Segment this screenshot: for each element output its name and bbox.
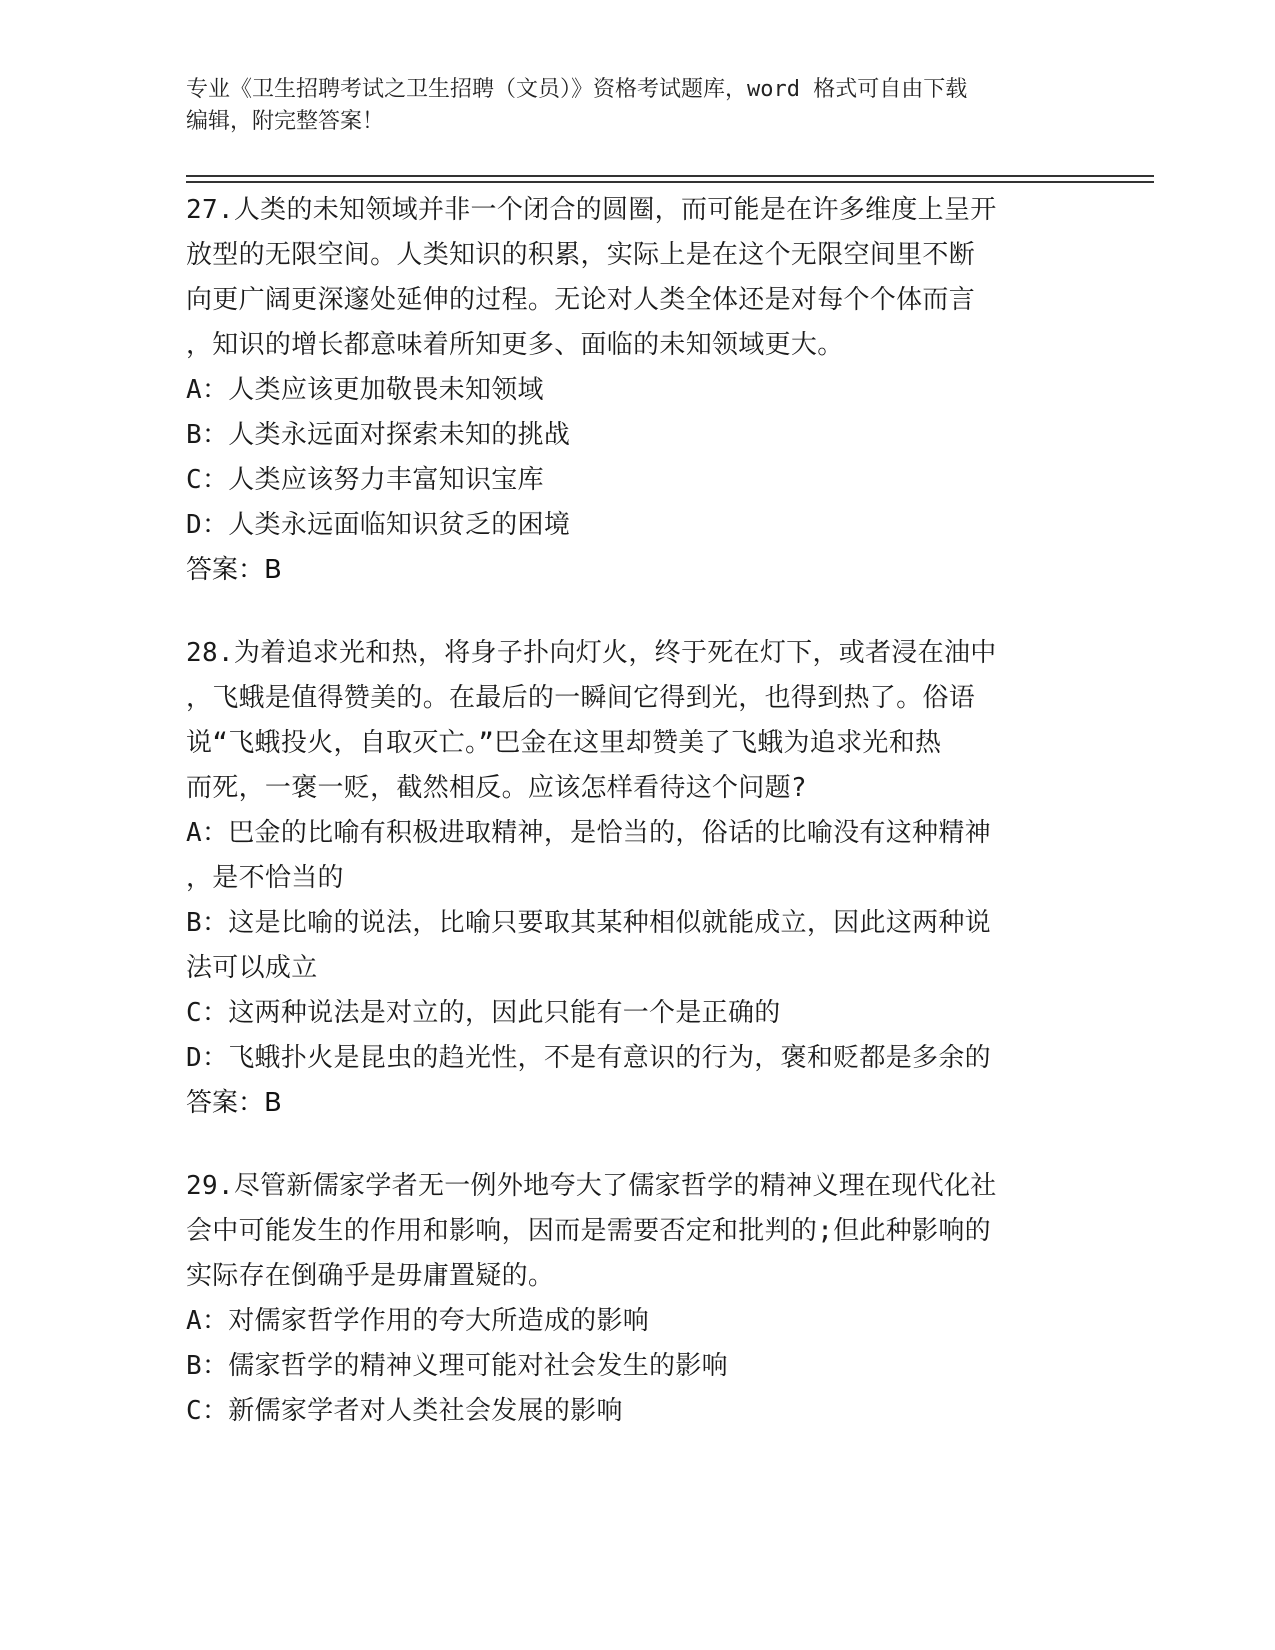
question-28 [186,631,1086,1126]
question-stem-line: ，知识的增长都意味着所知更多、面临的未知领域更大。 [186,330,844,360]
option-c: C：这两种说法是对立的，因此只能有一个是正确的 [186,998,781,1028]
option-a-continued: ，是不恰当的 [186,863,344,893]
option-a: A：巴金的比喻有积极进取精神，是恰当的，俗话的比喻没有这种精神 [186,818,991,848]
question-stem-line: 会中可能发生的作用和影响，因而是需要否定和批判的;但此种影响的 [186,1216,991,1246]
question-29 [186,1164,1086,1434]
document-header [186,74,1086,138]
option-a: A：对儒家哲学作用的夸大所造成的影响 [186,1306,650,1336]
question-stem-line: 实际存在倒确乎是毋庸置疑的。 [186,1261,555,1291]
question-stem-line: ，飞蛾是值得赞美的。在最后的一瞬间它得到光，也得到热了。俗语 [186,683,976,713]
option-d: D：人类永远面临知识贫乏的困境 [186,510,571,540]
header-divider-bottom [186,181,1154,183]
question-stem-line: 说“飞蛾投火，自取灭亡。”巴金在这里却赞美了飞蛾为追求光和热 [186,728,942,758]
question-stem-line: 28.为着追求光和热，将身子扑向灯火，终于死在灯下，或者浸在油中 [186,638,997,668]
answer-label: 答案：B [186,1088,282,1118]
question-stem-line: 放型的无限空间。人类知识的积累，实际上是在这个无限空间里不断 [186,240,976,270]
header-line-1: 专业《卫生招聘考试之卫生招聘（文员）》资格考试题库，word 格式可自由下载 [186,77,968,102]
header-divider-top [186,175,1154,177]
question-stem-line: 而死，一褒一贬，截然相反。应该怎样看待这个问题? [186,773,807,803]
question-stem-line: 向更广阔更深邃处延伸的过程。无论对人类全体还是对每个个体而言 [186,285,976,315]
question-list [186,188,1086,1472]
option-a: A：人类应该更加敬畏未知领域 [186,375,544,405]
option-b: B：这是比喻的说法，比喻只要取其某种相似就能成立，因此这两种说 [186,908,991,938]
question-stem-line: 29.尽管新儒家学者无一例外地夸大了儒家哲学的精神义理在现代化社 [186,1171,997,1201]
answer-label: 答案：B [186,555,282,585]
option-b-continued: 法可以成立 [186,953,318,983]
option-c: C：人类应该努力丰富知识宝库 [186,465,544,495]
header-line-2: 编辑，附完整答案！ [186,109,385,134]
option-b: B：人类永远面对探索未知的挑战 [186,420,571,450]
option-b: B：儒家哲学的精神义理可能对社会发生的影响 [186,1351,728,1381]
question-27 [186,188,1086,593]
option-c: C：新儒家学者对人类社会发展的影响 [186,1396,623,1426]
question-stem-line: 27.人类的未知领域并非一个闭合的圆圈，而可能是在许多维度上呈开 [186,195,997,225]
option-d: D：飞蛾扑火是昆虫的趋光性，不是有意识的行为，褒和贬都是多余的 [186,1043,991,1073]
